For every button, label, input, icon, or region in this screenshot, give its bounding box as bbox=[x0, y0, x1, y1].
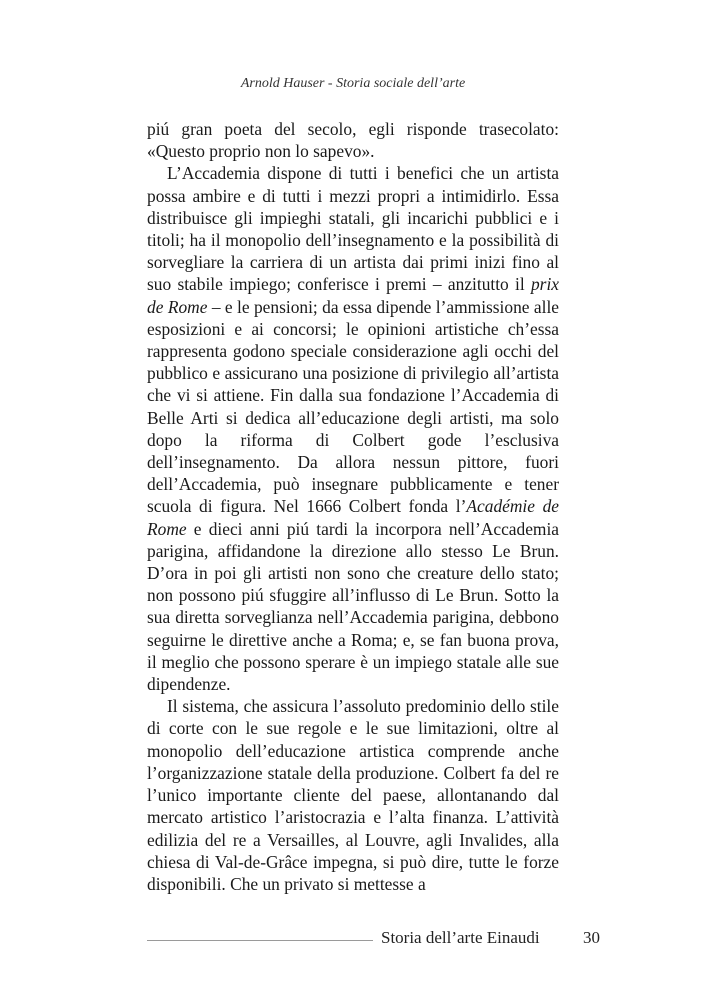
paragraph-3 bbox=[147, 695, 559, 895]
running-head: Arnold Hauser - Storia sociale dell’arte bbox=[240, 76, 466, 91]
series-title: Storia dell’arte Einaudi bbox=[381, 928, 540, 947]
paragraph-1 bbox=[147, 118, 559, 162]
paragraph-2 bbox=[147, 162, 559, 695]
text-segment: piú gran poeta del secolo, egli risponde trasecolato: «Questo proprio non lo sapevo». bbox=[147, 119, 559, 162]
text-segment: Il sistema, che assicura l’assoluto predominio dello stile di corte con le sue regole e le sue limitazioni, oltre al monopolio dell’educazione artistica comprende anche l’organizzazione statale della produzione. Colbert fa del re l’unico importante cliente del paese, allontanando dal mercato artistico l’aristocrazia e l’alta finanza. L’attività edilizia del re a Versailles, al Louvre, agli Invalides, alla chiesa di Val-de-Grâce impegna, si può dire, tutte le forze disponibili. Che un privato si mettesse a bbox=[147, 696, 559, 894]
text-segment: e dieci anni piú tardi la incorpora nell’Accademia parigina, affidandone la direzione allo stesso Le Brun. D’ora in poi gli artisti non sono che creature dello stato; non possono piú sfuggire all’influsso di Le Brun. Sotto la sua diretta sorveglianza nell’Accademia parigina, debbono seguirne le direttive anche a Roma; e, se fan buona prova, il meglio che possono sperare è un impiego statale alle sue dipendenze. bbox=[147, 518, 559, 695]
footer-divider bbox=[147, 940, 373, 941]
text-segment: L’Accademia dispone di tutti i benefici che un artista possa ambire e di tutti i mezzi propri a intimidirlo. Essa distribuisce gli impieghi statali, gli incarichi pubblici e i titoli; ha il monopolio dell’insegnamento e la possibilità di sorvegliare la carriera di un artista dai primi inizi fino al suo stabile impiego; conferisce i premi – anzitutto il bbox=[147, 163, 559, 295]
page-number: 30 bbox=[583, 928, 600, 947]
text-segment: – e le pensioni; da essa dipende l’ammissione alle esposizioni e ai concorsi; le opinioni artistiche ch’essa rappresenta godono speciale considerazione agli occhi del pubblico e assicurano una posizione di privilegio all’artista che vi si attiene. Fin dalla sua fondazione l’Accademia di Belle Arti si dedica all’educazione degli artisti, ma solo dopo la riforma di Colbert gode l’esclusiva dell’insegnamento. Da allora nessun pittore, fuori dell’Accademia, può insegnare pubblicamente e tener scuola di figura. Nel 1666 Colbert fonda l’ bbox=[147, 296, 559, 517]
page-footer bbox=[147, 928, 599, 952]
italic-term-prix-de-rome: prix de Rome bbox=[147, 274, 559, 317]
body-text bbox=[147, 118, 559, 895]
italic-term-academie-de-rome: Académie de Rome bbox=[147, 496, 559, 539]
